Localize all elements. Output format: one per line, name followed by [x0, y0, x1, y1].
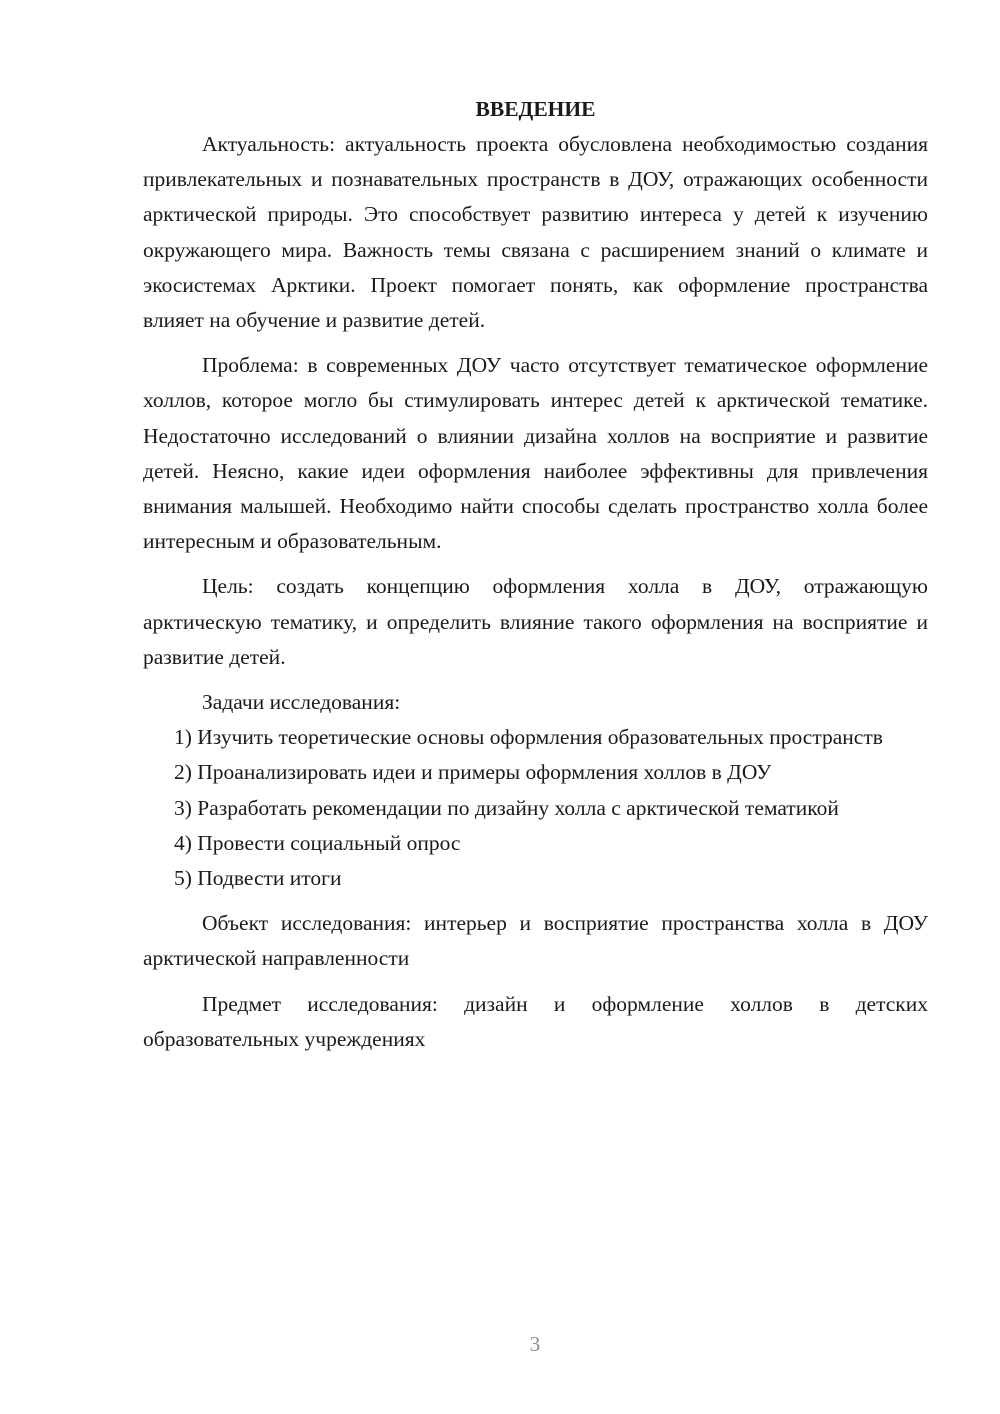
goal-paragraph: Цель: создать концепцию оформления холла в ДОУ, отражающую арктическую тематику, и определить влияние такого оформления на восприятие и развитие детей. [143, 574, 928, 669]
task-item-4: 4) Провести социальный опрос [174, 830, 461, 855]
relevance-paragraph: Актуальность: актуальность проекта обусловлена необходимостью создания привлекательных и познавательных пространств в ДОУ, отражающих особенности арктической природы. Это способствует развитию интереса у детей к изучению окружающего мира. Важность темы связана с расширением знаний о климате и экосистемах Арктики. Проект помогает понять, как оформление пространства влияет на обучение и развитие детей. [143, 132, 928, 333]
section-heading: ВВЕДЕНИЕ [475, 97, 596, 121]
task-item-2: 2) Проанализировать идеи и примеры оформления холлов в ДОУ [174, 760, 772, 785]
task-item-1: 1) Изучить теоретические основы оформления образовательных пространств [174, 725, 883, 750]
tasks-title: Задачи исследования: [202, 690, 401, 715]
subject-paragraph: Предмет исследования: дизайн и оформление холлов в детских образовательных учреждениях [143, 991, 928, 1051]
problem-paragraph: Проблема: в современных ДОУ часто отсутствует тематическое оформление холлов, которое могло бы стимулировать интерес детей к арктической тематике. Недостаточно исследований о влиянии дизайна холлов на восприятие и развитие детей. Неясно, какие идеи оформления наиболее эффективны для привлечения внимания малышей. Необходимо найти способы сделать пространство холла более интересным и образовательным. [143, 353, 928, 554]
task-item-5: 5) Подвести итоги [174, 866, 342, 891]
object-paragraph: Объект исследования: интерьер и восприятие пространства холла в ДОУ арктической направленности [143, 911, 928, 971]
page-number: 3 [529, 1332, 541, 1356]
task-item-3: 3) Разработать рекомендации по дизайну холла с арктической тематикой [174, 795, 839, 820]
document-page [143, 92, 928, 1057]
